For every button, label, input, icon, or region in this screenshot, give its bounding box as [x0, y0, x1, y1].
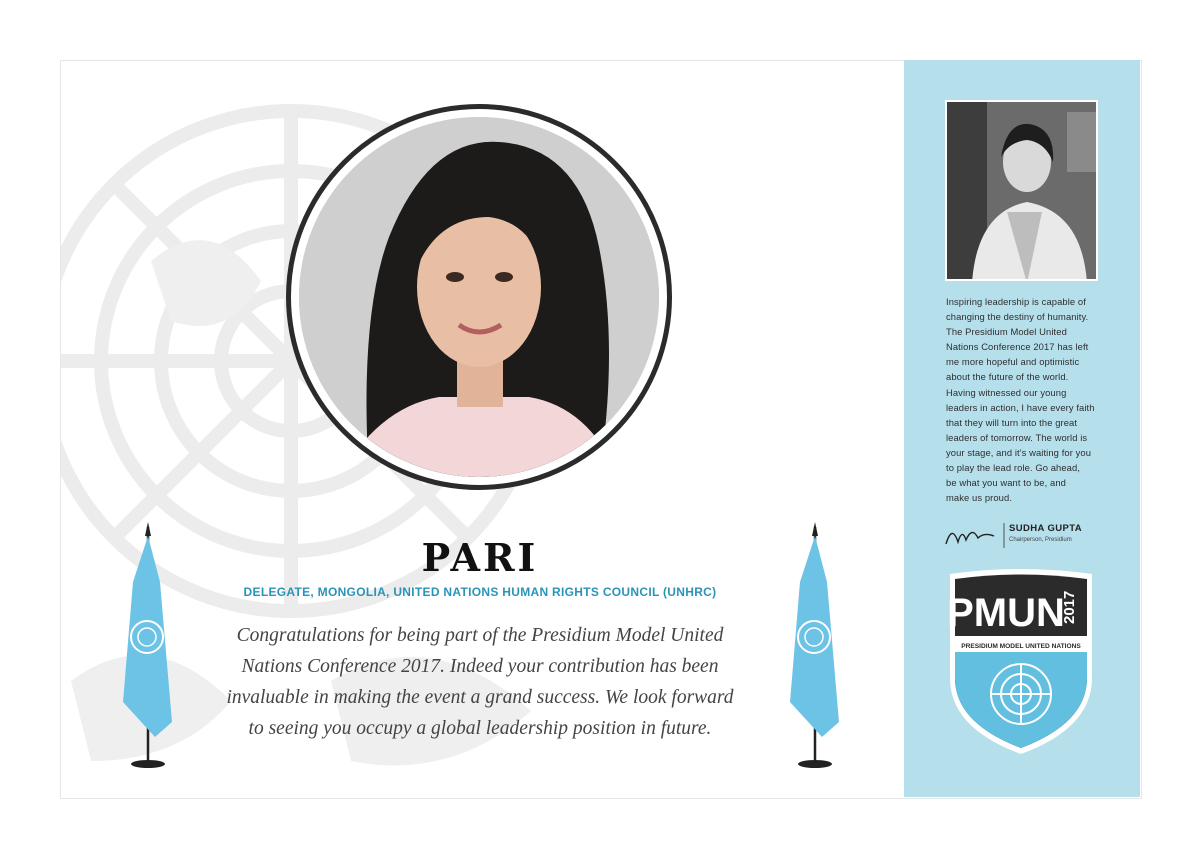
message-line: to seeing you occupy a global leadership position in future. — [248, 718, 712, 739]
quote-line: me more hopeful and optimistic — [946, 356, 1080, 368]
message-line: Congratulations for being part of the Presidium Model United — [236, 625, 724, 646]
badge-tagline: PRESIDIUM MODEL UNITED NATIONS — [961, 643, 1081, 650]
congratulation-message — [195, 620, 765, 744]
un-flag-right-icon — [782, 522, 852, 772]
signatory-title: Chairperson, Presidium — [1009, 537, 1072, 543]
quote-line: your stage, and it's waiting for you — [946, 446, 1092, 458]
un-flag-left-icon — [115, 522, 185, 772]
signatory-name: SUDHA GUPTA — [1009, 523, 1083, 534]
quote-line: make us proud. — [946, 492, 1013, 504]
quote-line: The Presidium Model United — [946, 326, 1067, 338]
quote-line: Having witnessed our young — [946, 386, 1067, 398]
quote-line: to play the lead role. Go ahead, — [946, 462, 1081, 474]
quote-line: leaders in action, I have every faith — [946, 401, 1095, 413]
badge-year: 2017 — [1061, 590, 1078, 624]
quote-line: be what you want to be, and — [946, 477, 1066, 489]
quote-line: changing the destiny of humanity. — [946, 311, 1089, 323]
recipient-role: DELEGATE, MONGOLIA, UNITED NATIONS HUMAN RIGHTS COUNCIL (UNHRC) — [243, 585, 717, 599]
quote-line: about the future of the world. — [946, 371, 1069, 383]
quote-line: leaders of tomorrow. The world is — [946, 431, 1088, 443]
chairperson-quote — [946, 294, 1106, 505]
message-line: Nations Conference 2017. Indeed your contribution has been — [241, 656, 719, 677]
chairperson-photo — [945, 100, 1098, 281]
recipient-photo-frame — [286, 104, 672, 490]
quote-line: Nations Conference 2017 has left — [946, 341, 1089, 353]
recipient-photo — [299, 117, 659, 477]
badge-logo-text: PMUN — [947, 591, 1065, 635]
recipient-name: PARI — [421, 535, 539, 580]
quote-line: Inspiring leadership is capable of — [946, 296, 1086, 307]
pmun-badge-logo — [946, 568, 1096, 756]
quote-line: that they will turn into the great — [946, 416, 1078, 428]
message-line: invaluable in making the event a grand success. We look forward — [226, 687, 734, 708]
